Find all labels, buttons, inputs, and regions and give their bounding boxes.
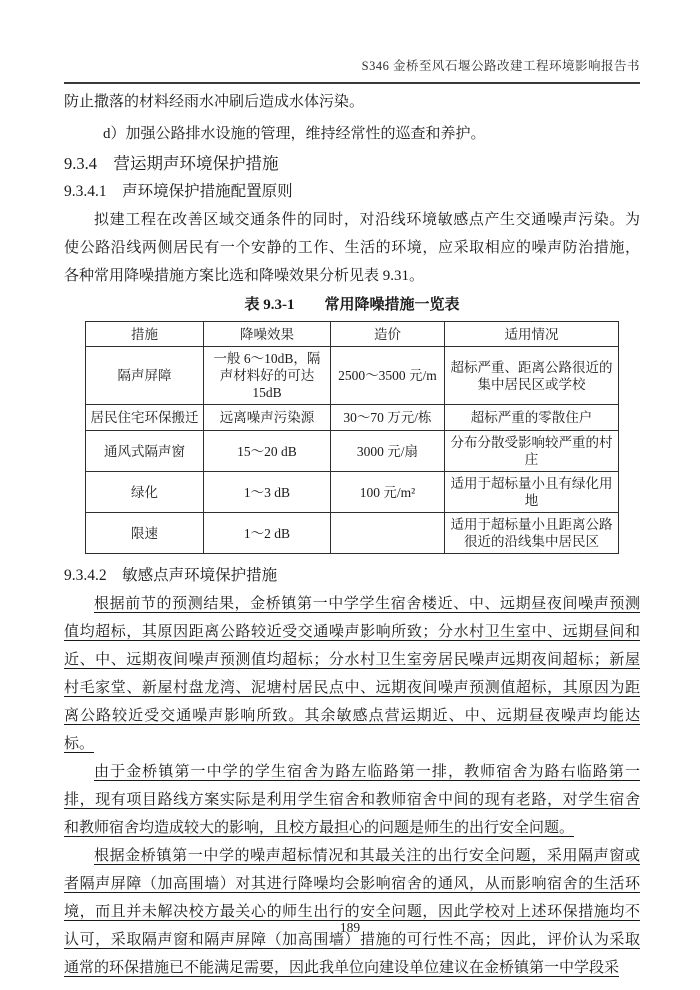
- page-content: [0, 84, 700, 982]
- table-row: [86, 431, 619, 472]
- list-item-d: d）加强公路排水设施的管理，维持经常性的巡查和养护。: [103, 126, 486, 142]
- text-line: 使公路沿线两侧居民有一个安静的工作、生活的环境，应采取相应的噪声防治措施，: [64, 240, 640, 256]
- table-header-row: [86, 322, 619, 347]
- page-number: 189: [339, 920, 361, 935]
- noise-measures-table: [85, 321, 619, 554]
- text-line: 离公路较近受交通噪声影响所致。其余敏感点营运期近、中、远期昼夜噪声均能达: [64, 708, 640, 724]
- page-header: [0, 0, 700, 79]
- table-cell: 限速: [86, 513, 204, 554]
- table-caption: 表 9.3-1 常用降噪措施一览表: [244, 297, 460, 313]
- heading-9-3-4: 9.3.4 营运期声环境保护措施: [64, 154, 279, 173]
- table-cell: 2500～3500 元/m: [331, 347, 445, 405]
- text-line: 认可，采取隔声窗和隔声屏障（加高围墙）措施的可行性不高；因此，评价认为采取: [64, 932, 640, 948]
- text-line: 和教师宿舍均造成较大的影响，且校方最担心的问题是师生的出行安全问题。: [64, 820, 575, 836]
- column-header: 降噪效果: [204, 322, 331, 347]
- text-line: 值均超标，其原因距离公路较近受交通噪声影响所致；分水村卫生室中、远期昼间和: [64, 624, 640, 640]
- text-line: 各种常用降噪措施方案比选和降噪效果分析见表 9.31。: [64, 268, 425, 284]
- text-line: 由于金桥镇第一中学的学生宿舍为路左临路第一排，教师宿舍为路右临路第一: [94, 764, 640, 780]
- paragraph-intro: [64, 88, 640, 116]
- table-cell: 适用于超标量小且距离公路很近的沿线集中居民区: [445, 513, 619, 554]
- table-cell: 绿化: [86, 472, 204, 513]
- page-footer: [0, 920, 700, 936]
- text-line: 根据前节的预测结果，金桥镇第一中学学生宿舍楼近、中、远期昼夜间噪声预测: [94, 596, 640, 612]
- table-cell: 3000 元/扇: [331, 431, 445, 472]
- table-cell: 15～20 dB: [204, 431, 331, 472]
- table-cell: 居民住宅环保搬迁: [86, 405, 204, 431]
- table-row: [86, 472, 619, 513]
- column-header: 措施: [86, 322, 204, 347]
- text-line: 防止撒落的材料经雨水冲刷后造成水体污染。: [64, 94, 365, 110]
- text-line: 境，而且并未解决校方最关心的师生出行的安全问题，因此学校对上述环保措施均不: [64, 904, 640, 920]
- text-line: 排，现有项目路线方案实际是利用学生宿舍和教师宿舍中间的现有老路，对学生宿舍: [64, 792, 640, 808]
- table-body: [86, 347, 619, 554]
- text-line: 村毛家堂、新屋村盘龙湾、泥塘村居民点中、远期夜间噪声预测值超标，其原因为距: [64, 680, 640, 696]
- text-line: 近、中、远期夜间噪声预测值均超标；分水村卫生室旁居民噪声远期夜间超标；新屋: [64, 652, 640, 668]
- table-cell: 超标严重、距离公路很近的集中居民区或学校: [445, 347, 619, 405]
- table-cell: 1～3 dB: [204, 472, 331, 513]
- paragraph-mitigation-feasibility: [64, 842, 640, 982]
- header-title: S346 金桥至风石堰公路改建工程环境影响报告书: [361, 59, 640, 73]
- table-cell: 一般 6～10dB，隔声材料好的可达 15dB: [204, 347, 331, 405]
- text-line: 根据金桥镇第一中学的噪声超标情况和其最关注的出行安全问题，采用隔声窗或: [94, 848, 640, 864]
- heading-9-3-4-1: 9.3.4.1 声环境保护措施配置原则: [64, 183, 293, 200]
- paragraph-prediction-results: [64, 590, 640, 758]
- table-cell: [331, 513, 445, 554]
- table-cell: 超标严重的零散住户: [445, 405, 619, 431]
- column-header: 造价: [331, 322, 445, 347]
- text-line: 通常的环保措施已不能满足需要，因此我单位向建设单位建议在金桥镇第一中学段采: [64, 960, 620, 976]
- table-row: [86, 347, 619, 405]
- text-line: 者隔声屏障（加高围墙）对其进行降噪均会影响宿舍的通风，从而影响宿舍的生活环: [64, 876, 640, 892]
- table-cell: 30～70 万元/栋: [331, 405, 445, 431]
- heading-9-3-4-2: 9.3.4.2 敏感点声环境保护措施: [64, 567, 278, 584]
- text-line: 拟建工程在改善区域交通条件的同时，对沿线环境敏感点产生交通噪声污染。为: [94, 212, 640, 228]
- paragraph-school-dormitory: [64, 758, 640, 842]
- text-line: 标。: [64, 736, 95, 752]
- table-cell: 分布分散受影响较严重的村庄: [445, 431, 619, 472]
- table-cell: 1～2 dB: [204, 513, 331, 554]
- paragraph-noise-intro: [64, 206, 640, 290]
- table-cell: 通风式隔声窗: [86, 431, 204, 472]
- table-row: [86, 405, 619, 431]
- column-header: 适用情况: [445, 322, 619, 347]
- table-cell: 100 元/m²: [331, 472, 445, 513]
- table-row: [86, 513, 619, 554]
- table-cell: 远离噪声污染源: [204, 405, 331, 431]
- table-cell: 隔声屏障: [86, 347, 204, 405]
- table-cell: 适用于超标量小且有绿化用地: [445, 472, 619, 513]
